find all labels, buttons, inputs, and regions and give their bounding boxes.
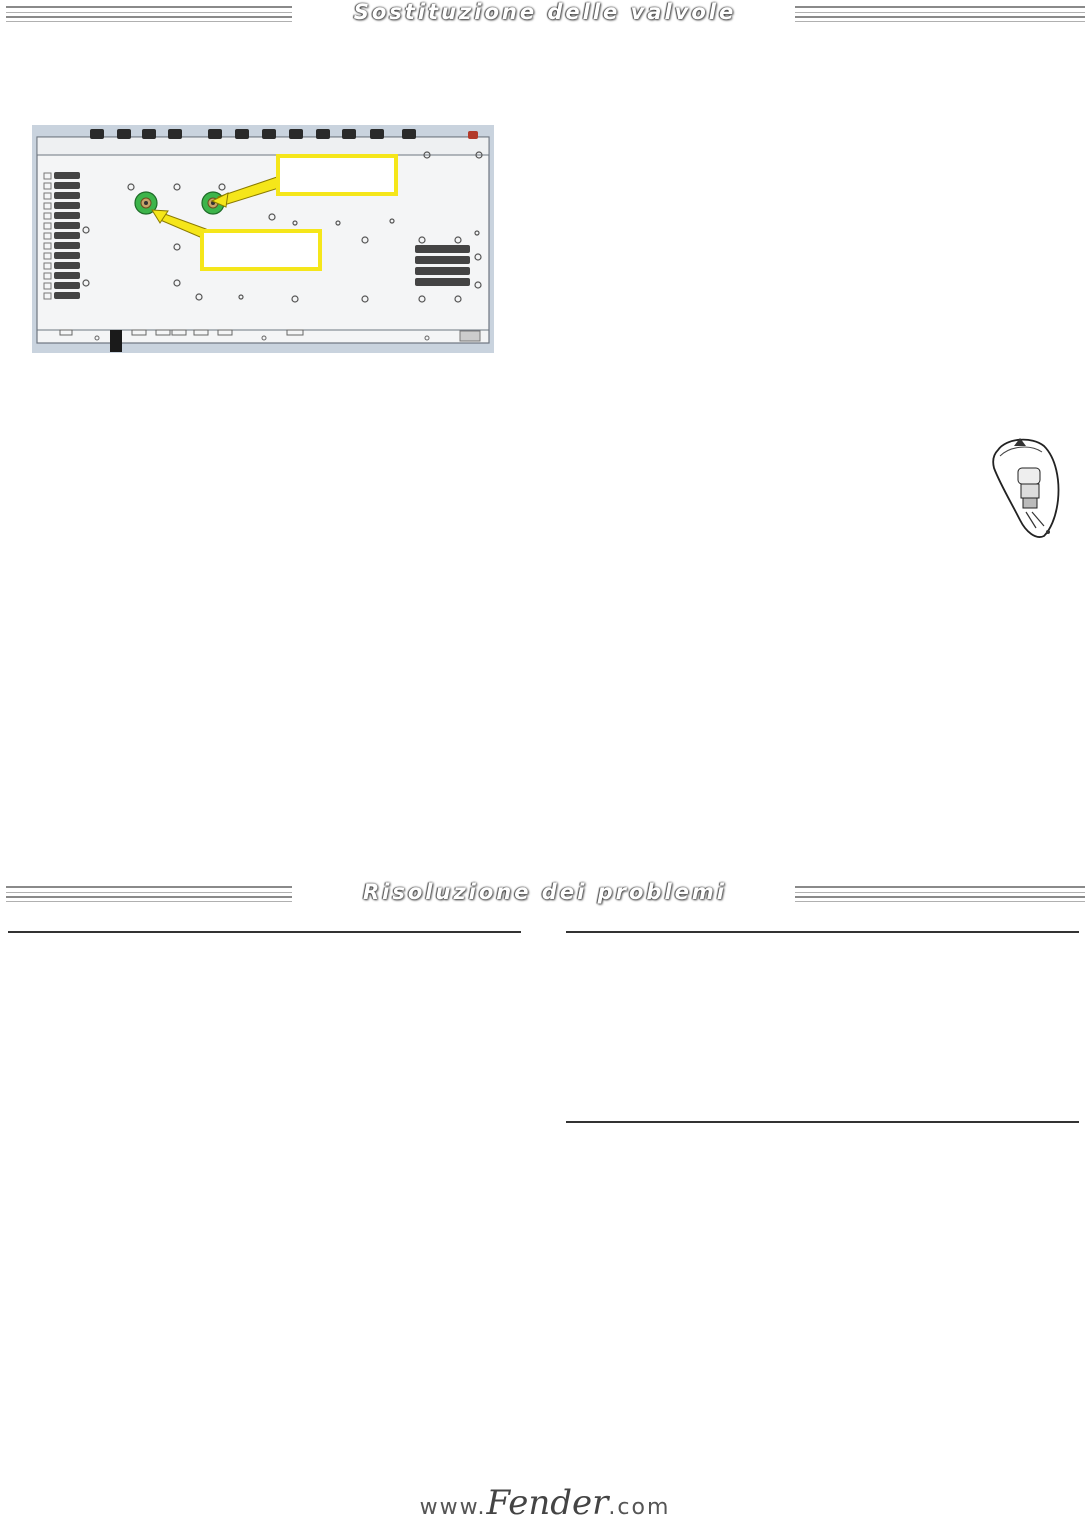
header-rule-left <box>6 6 292 23</box>
troubleshooting-left-rule <box>8 931 521 933</box>
header-rule-left <box>6 886 292 903</box>
amplifier-chassis-diagram <box>32 125 494 353</box>
footer-suffix: .com <box>608 1495 671 1520</box>
header-rule-right <box>795 6 1085 23</box>
header-rule-right <box>795 886 1085 903</box>
section-title: Risoluzione dei problemi <box>363 880 727 904</box>
footer-website[interactable] <box>0 1483 1090 1523</box>
troubleshooting-right-rule-bottom <box>566 1121 1079 1123</box>
footer-prefix: www. <box>419 1495 487 1520</box>
section-header-troubleshooting <box>0 882 1090 912</box>
vacuum-tube-illustration <box>986 432 1070 542</box>
troubleshooting-right-rule-top <box>566 931 1079 933</box>
section-title: Sostituzione delle valvole <box>353 0 737 24</box>
section-header-tube-replacement <box>0 2 1090 32</box>
fender-logo: Fender <box>486 1483 609 1523</box>
